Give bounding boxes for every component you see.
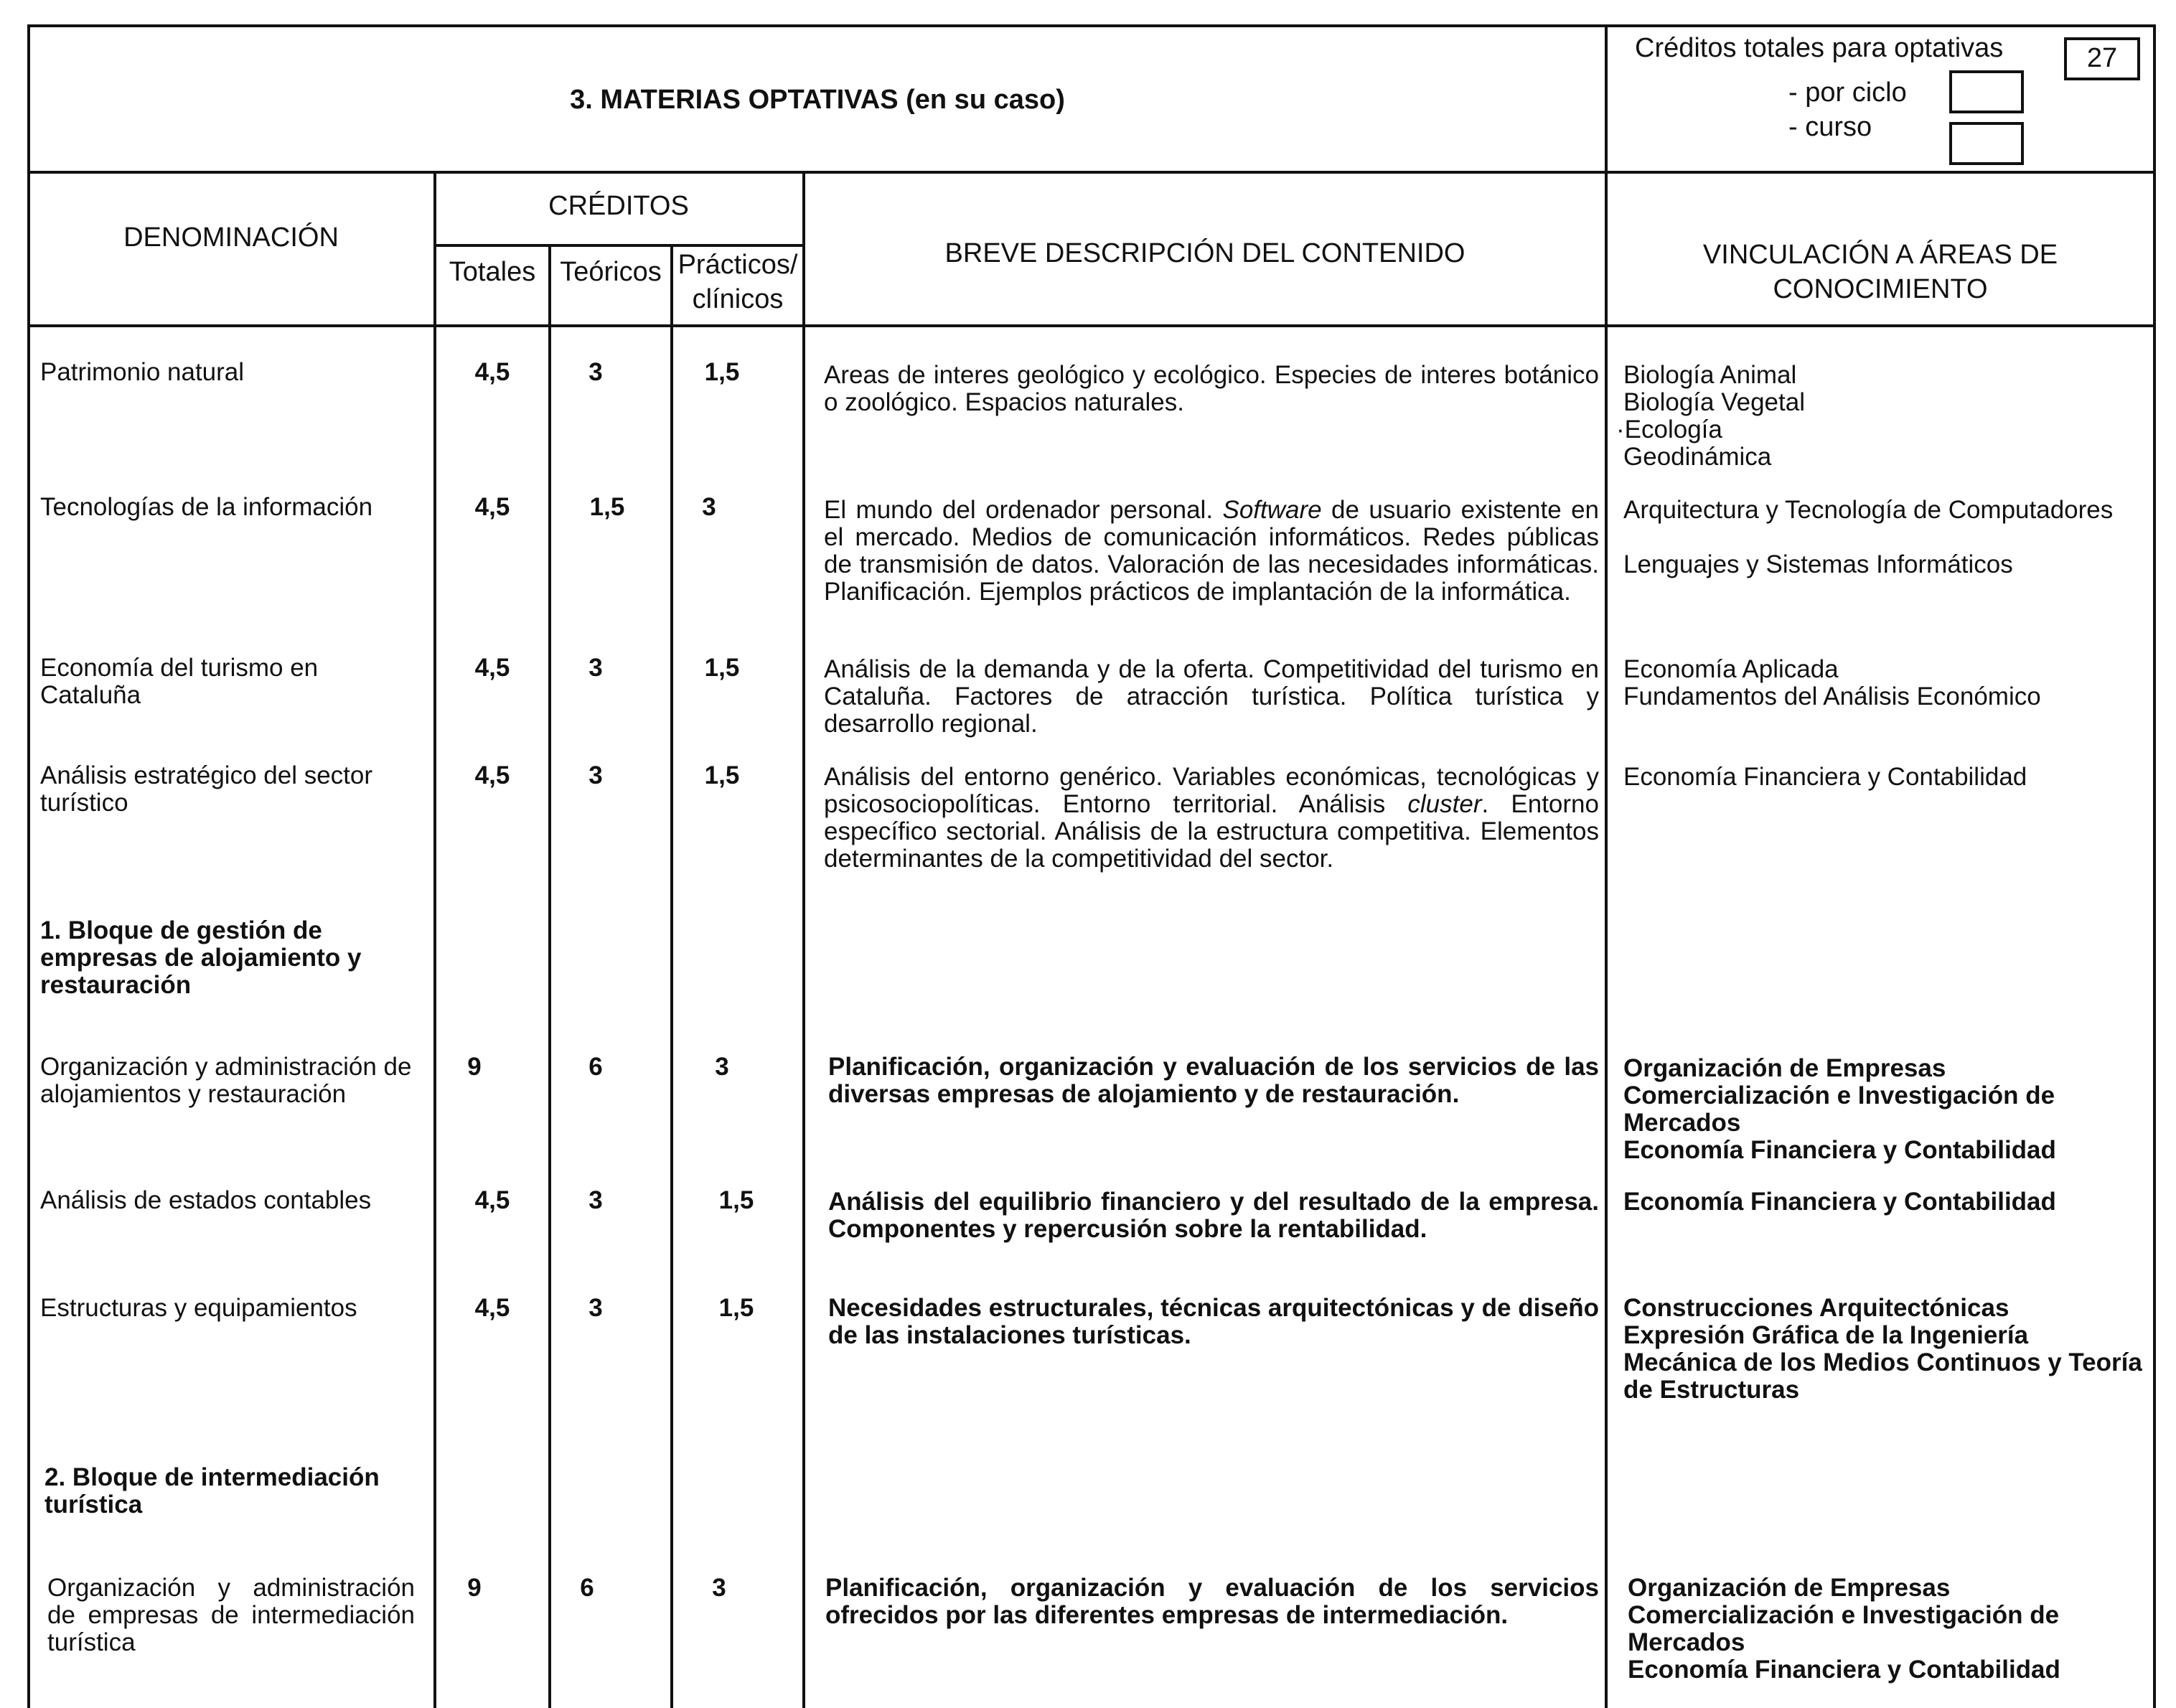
row-9-practicos: 3 (712, 1574, 726, 1602)
credits-total-label: Créditos totales para optativas (1635, 33, 2004, 63)
row-2-name: Economía del turismo en Cataluña (40, 654, 319, 709)
row-1-totales: 4,5 (474, 493, 510, 521)
row-5-description: Planificación, organización y evaluación de los servicios de las diversas empresas de alojamiento y de restauración. (828, 1053, 1599, 1108)
block-1-heading: 1. Bloque de gestión de empresas de alojamiento y restauración (40, 916, 362, 999)
row-1-teoricos: 1,5 (589, 493, 625, 521)
col-divider-teoricos (670, 244, 673, 1708)
header-divider (27, 171, 2156, 174)
row-2-description: Análisis de la demanda y de la oferta. Competitividad del turismo en Cataluña. Factores de atracción turística. Política turística y desarrollo regional. (824, 655, 1599, 738)
row-7-area-2: Mecánica de los Medios Continuos y Teoría de Estructuras (1623, 1348, 2142, 1404)
row-3-practicos: 1,5 (704, 761, 740, 789)
row-1-description: El mundo del ordenador personal. Software de usuario existente en el mercado. Medios de comunicación informáticos. Redes públicas de transmisión de datos. Valoración de las necesidades informáticas. Planificación. Ejemplos prácticos de implantación de la informática. (824, 496, 1600, 606)
per-course-box (1949, 122, 2024, 165)
row-9-totales: 9 (467, 1574, 482, 1602)
row-7-description: Necesidades estructurales, técnicas arquitectónicas y de diseño de las instalaciones turísticas. (828, 1294, 1599, 1349)
per-cycle-box (1949, 70, 2024, 113)
row-7-teoricos: 3 (588, 1294, 603, 1322)
row-5-name: Organización y administración de alojamientos y restauración (40, 1053, 412, 1108)
row-0-description: Areas de interes geológico y ecológico. Especies de interes botánico o zoológico. Espacios naturales. (824, 361, 1599, 416)
row-9-area-2: Economía Financiera y Contabilidad (1628, 1656, 2060, 1684)
row-1-name: Tecnologías de la información (40, 493, 373, 521)
row-3-totales: 4,5 (474, 761, 510, 789)
row-5-totales: 9 (467, 1053, 482, 1081)
row-6-teoricos: 3 (588, 1186, 603, 1214)
row-0-practicos: 1,5 (704, 358, 740, 386)
row-9-name: Organización y administración de empresas de intermediación turística (47, 1574, 415, 1656)
row-3-area-0: Economía Financiera y Contabilidad (1623, 763, 2027, 791)
row-5-area-0: Organización de Empresas (1623, 1054, 1946, 1082)
row-6-area-0: Economía Financiera y Contabilidad (1623, 1188, 2056, 1216)
row-2-totales: 4,5 (474, 654, 510, 682)
row-1-area-0: Arquitectura y Tecnología de Computadores (1623, 496, 2114, 524)
row-9-area-0: Organización de Empresas (1628, 1574, 1951, 1602)
left-border (27, 24, 30, 1708)
row-2-area-0: Economía Aplicada (1623, 655, 1839, 683)
row-7-totales: 4,5 (474, 1294, 510, 1322)
row-5-area-1: Comercialización e Investigación de Mercados (1623, 1081, 2055, 1137)
row-0-area-1: Biología Vegetal (1623, 388, 1805, 416)
row-6-name: Análisis de estados contables (40, 1186, 372, 1214)
header-totales: Totales (449, 257, 536, 287)
page-title: 3. MATERIAS OPTATIVAS (en su caso) (570, 85, 1065, 115)
header-denominacion: DENOMINACIÓN (123, 222, 339, 253)
column-header-divider (27, 324, 2156, 327)
row-0-area-2: ·Ecología (1616, 416, 1722, 444)
col-divider-denominacion (433, 171, 436, 1708)
row-0-area-0: Biología Animal (1623, 361, 1797, 389)
row-0-area-3: Geodinámica (1623, 443, 1772, 471)
row-1-practicos: 3 (702, 493, 716, 521)
row-0-name: Patrimonio natural (40, 358, 245, 386)
row-6-practicos: 1,5 (718, 1186, 754, 1214)
row-2-teoricos: 3 (588, 654, 603, 682)
row-7-practicos: 1,5 (718, 1294, 754, 1322)
row-6-description: Análisis del equilibrio financiero y del resultado de la empresa. Componentes y repercusión sobre la rentabilidad. (828, 1188, 1599, 1243)
row-3-description: Análisis del entorno genérico. Variables económicas, tecnológicas y psicosociopolíticas. Entorno territorial. Análisis cluster. Entorno específico sectorial. Análisis de la estructura competitiva. Elementos determinantes de la competitividad del sector. (824, 763, 1599, 873)
right-border (2153, 24, 2156, 1708)
row-5-area-2: Economía Financiera y Contabilidad (1623, 1136, 2056, 1164)
row-0-teoricos: 3 (588, 358, 603, 386)
per-course-label: - curso (1788, 112, 1872, 142)
row-9-teoricos: 6 (580, 1574, 594, 1602)
row-0-totales: 4,5 (474, 358, 510, 386)
col-divider-totales (548, 244, 551, 1708)
header-teoricos: Teóricos (560, 257, 662, 287)
row-7-area-0: Construcciones Arquitectónicas (1623, 1294, 2009, 1322)
per-cycle-label: - por ciclo (1788, 78, 1907, 108)
row-9-description: Planificación, organización y evaluación de los servicios ofrecidos por las diferentes empresas de intermediación. (825, 1574, 1599, 1629)
row-5-practicos: 3 (715, 1053, 729, 1081)
row-7-name: Estructuras y equipamientos (40, 1294, 357, 1322)
row-2-practicos: 1,5 (704, 654, 740, 682)
header-practicos-2: clínicos (692, 284, 784, 314)
creditos-subheader-divider (435, 244, 804, 247)
header-vinculacion-1: VINCULACIÓN A ÁREAS DE (1702, 240, 2058, 270)
row-3-teoricos: 3 (588, 761, 603, 789)
block-2-heading: 2. Bloque de intermediación turística (44, 1463, 380, 1519)
credits-total-value: 27 (2086, 43, 2118, 73)
header-descripcion: BREVE DESCRIPCIÓN DEL CONTENIDO (944, 238, 1465, 268)
top-border (27, 24, 2156, 27)
header-creditos: CRÉDITOS (548, 191, 689, 221)
row-5-teoricos: 6 (588, 1053, 603, 1081)
row-9-area-1: Comercialización e Investigación de Mercados (1628, 1601, 2060, 1656)
header-practicos-1: Prácticos/ (677, 250, 798, 280)
row-7-area-1: Expresión Gráfica de la Ingeniería (1623, 1321, 2029, 1349)
header-vinculacion-2: CONOCIMIENTO (1773, 274, 1988, 304)
row-3-name: Análisis estratégico del sector turístico (40, 761, 372, 817)
col-divider-practicos (802, 171, 805, 1708)
row-1-area-1: Lenguajes y Sistemas Informáticos (1623, 550, 2013, 578)
row-6-totales: 4,5 (474, 1186, 510, 1214)
row-2-area-1: Fundamentos del Análisis Económico (1623, 682, 2041, 710)
